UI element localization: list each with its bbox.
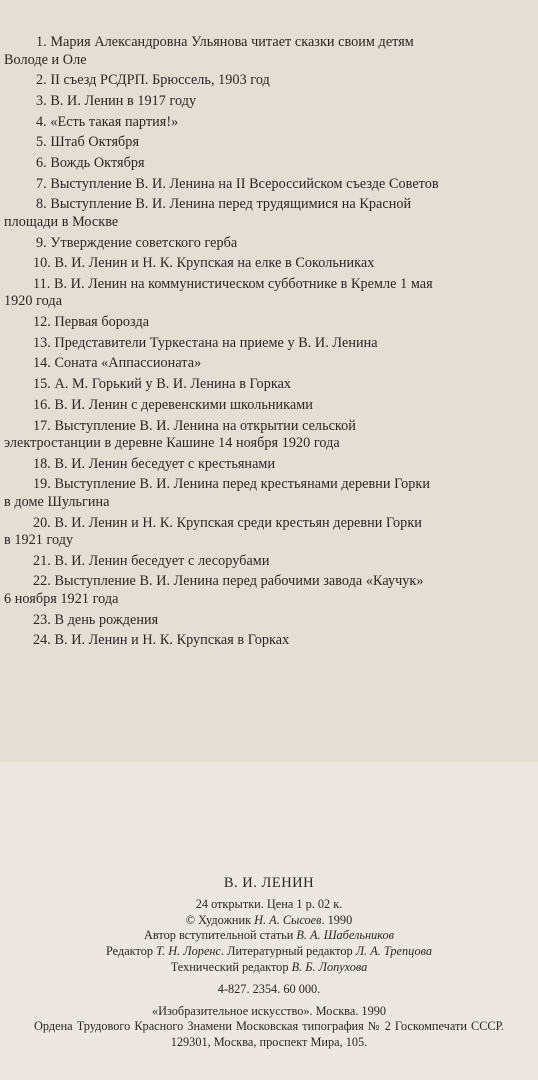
contents-item (0, 632, 538, 650)
intro-prefix: Автор вступительной статьи (143, 928, 297, 943)
item-number: 5. (36, 134, 47, 151)
imprint-code: 4-827. 2354. 60 000. (217, 981, 321, 996)
item-title: «Есть такая партия!» (46, 113, 179, 130)
item-number: 13. (33, 334, 51, 351)
item-title: Соната «Аппассионата» (50, 355, 202, 372)
contents-item (0, 335, 538, 353)
item-number: 24. (33, 632, 51, 649)
imprint-artist (0, 913, 538, 929)
item-title: В. И. Ленин беседует с лесорубами (50, 552, 270, 569)
item-number: 16. (33, 396, 51, 413)
item-title: Мария Александровна Ульянова читает сказки своим детям (46, 34, 414, 50)
imprint-tech-editor (0, 960, 538, 976)
item-title-continuation: электростанции в деревне Кашине 14 ноября 1920 года (4, 435, 340, 451)
imprint-block (0, 876, 538, 1051)
item-title-continuation: 6 ноября 1921 года (4, 590, 119, 607)
contents-item (0, 418, 538, 453)
item-title: В. И. Ленин и Н. К. Крупская среди крестьян деревни Горки (50, 514, 422, 531)
item-title: Вождь Октября (46, 154, 145, 171)
imprint-title: В. И. ЛЕНИН (223, 875, 315, 891)
lit-editor-name: Л. А. Трепцова (355, 944, 432, 959)
item-number: 19. (33, 476, 51, 493)
item-number: 12. (33, 314, 51, 331)
item-title: В день рождения (50, 611, 159, 628)
item-number: 17. (33, 417, 51, 434)
contents-item (0, 553, 538, 571)
item-number: 21. (33, 552, 51, 569)
lit-editor-prefix: . Литературный редактор (220, 944, 356, 959)
contents-item (0, 314, 538, 332)
item-number: 4. (36, 113, 47, 130)
contents-item (0, 573, 538, 608)
contents-item (0, 93, 538, 111)
editor-name: Т. Н. Лоренс (156, 944, 221, 959)
tech-editor-name: В. Б. Лопухова (291, 959, 368, 974)
item-number: 9. (36, 234, 47, 251)
item-title: В. И. Ленин и Н. К. Крупская на елке в Сокольниках (50, 255, 375, 272)
imprint-printer: Ордена Трудового Красного Знамени Московская типография № 2 Госкомпечати СССР. 129301, Москва, проспект Мира, 105. (34, 1019, 504, 1050)
item-title-continuation: в доме Шульгина (4, 493, 110, 510)
artist-name: Н. А. Сысоев (254, 912, 322, 927)
item-number: 18. (33, 455, 51, 472)
item-title: Выступление В. И. Ленина на открытии сельской (50, 417, 356, 434)
item-title: В. И. Ленин в 1917 году (46, 92, 197, 109)
item-title: В. И. Ленин на коммунистическом субботнике в Кремле 1 мая (50, 275, 433, 292)
item-title: Выступление В. И. Ленина на II Всероссийском съезде Советов (46, 175, 439, 192)
item-number: 10. (33, 255, 51, 272)
contents-item (0, 72, 538, 90)
item-title-continuation: Володе и Оле (4, 51, 87, 68)
item-number: 3. (36, 92, 47, 109)
item-title: В. И. Ленин и Н. К. Крупская в Горках (50, 632, 290, 649)
contents-item (0, 612, 538, 630)
contents-item (0, 114, 538, 132)
contents-item (0, 476, 538, 511)
item-number: 22. (33, 573, 51, 590)
item-title-continuation: 1920 года (4, 293, 63, 310)
item-title: Выступление В. И. Ленина перед крестьянами деревни Горки (50, 476, 430, 493)
item-number: 14. (33, 355, 51, 372)
item-number: 15. (33, 376, 51, 393)
item-title: А. М. Горький у В. И. Ленина в Горках (50, 376, 292, 393)
item-title: Штаб Октября (46, 134, 140, 151)
contents-item (0, 276, 538, 311)
item-number: 8. (36, 196, 47, 213)
contents-item (0, 376, 538, 394)
item-title: В. И. Ленин с деревенскими школьниками (50, 396, 313, 413)
editor-prefix: Редактор (105, 944, 157, 959)
contents-item (0, 176, 538, 194)
item-title-continuation: в 1921 году (4, 532, 74, 549)
item-title: В. И. Ленин беседует с крестьянами (50, 455, 276, 472)
imprint-editors (0, 944, 538, 960)
item-title-continuation: площади в Москве (4, 213, 119, 230)
contents-item (0, 134, 538, 152)
contents-list (0, 34, 538, 653)
contents-item (0, 397, 538, 415)
item-title: Первая борозда (50, 314, 150, 331)
contents-item (0, 235, 538, 253)
contents-item (0, 456, 538, 474)
item-number: 20. (33, 514, 51, 531)
intro-name: В. А. Шабельников (296, 928, 394, 943)
contents-item (0, 255, 538, 273)
item-title: Представители Туркестана на приеме у В. И. Ленина (50, 334, 378, 351)
contents-item (0, 515, 538, 550)
item-number: 2. (36, 72, 47, 89)
item-title: Выступление В. И. Ленина перед трудящимися на Красной (46, 196, 412, 213)
imprint-cards: 24 открытки. Цена 1 р. 02 к. (195, 896, 343, 911)
item-number: 23. (33, 611, 51, 628)
tech-editor-prefix: Технический редактор (170, 959, 292, 974)
item-number: 6. (36, 154, 47, 171)
item-number: 11. (33, 275, 51, 292)
contents-item (0, 355, 538, 373)
item-title: Утверждение советского герба (46, 234, 238, 251)
contents-item (0, 155, 538, 173)
item-title: Выступление В. И. Ленина перед рабочими завода «Каучук» (50, 573, 424, 590)
artist-prefix: © Художник (185, 912, 255, 927)
item-number: 1. (36, 34, 47, 50)
item-title: II съезд РСДРП. Брюссель, 1903 год (46, 72, 270, 89)
item-number: 7. (36, 175, 47, 192)
contents-item (0, 196, 538, 231)
imprint-intro-author (0, 928, 538, 944)
artist-year: . 1990 (321, 912, 353, 927)
imprint-publisher: «Изобразительное искусство». Москва. 1990 (151, 1003, 387, 1018)
contents-item (0, 34, 538, 69)
